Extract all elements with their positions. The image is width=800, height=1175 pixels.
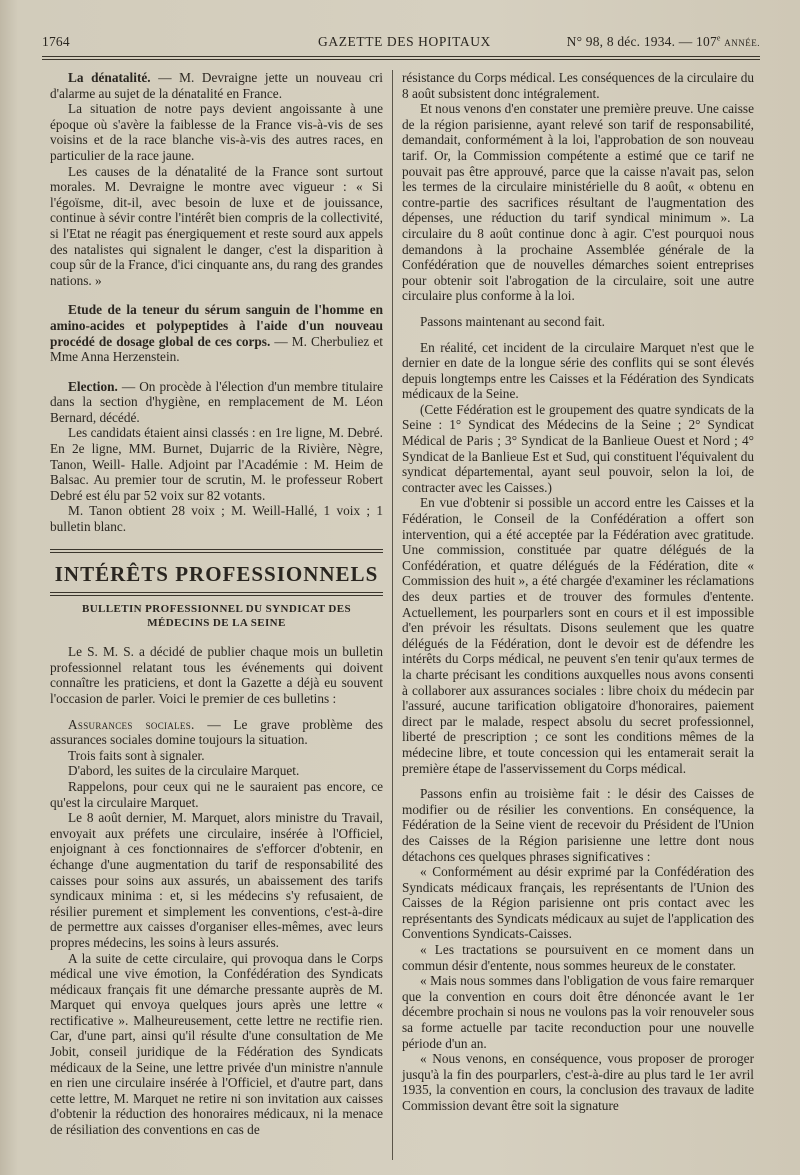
right-paragraph-1: résistance du Corps médical. Les conséquences de la circulaire du 8 août subsistent donc intégralement. <box>402 70 754 101</box>
huit-aout-paragraph: Le 8 août dernier, M. Marquet, alors ministre du Travail, envoyait aux préfets une circulaire, insérée à l'Officiel, enjoignant à ces fonctionnaires de s'efforcer d'obtenir, en échange d'une augmentation du tarif de responsabilité des caisses pour soins aux assurés, un abaissement des tarifs syndicaux minima : et, si les médecins s'y refusaient, de résilier purement et simplement les conventions, c'est-à-dire de permettre aux caisses d'organiser elles-mêmes, avec leurs propres médecins, les soins à leurs assurés. <box>50 810 383 950</box>
rappelons-paragraph: Rappelons, pour ceux qui ne le sauraient pas encore, ce qu'est la circulaire Marquet. <box>50 778 383 810</box>
assurances-intro: — Le grave problème des assurances sociales domine toujours la situation. <box>50 716 383 748</box>
section-rule-bottom <box>50 592 383 596</box>
election-paragraph-2: Les candidats étaient ainsi classés : en 1re ligne, M. Debré. En 2e ligne, MM. Burnet, Dujarric de la Rivière, Nègre, Tanon, Weill- Halle. Adjoint par l'Académie : M. Heim de Balsac. Au premier tour de scrutin, M. le professeur Robert Debré est élu par 52 voix sur 82 votants. <box>50 425 383 503</box>
header-rule-top <box>42 56 760 57</box>
section-title: INTÉRÊTS PROFESSIONNELS <box>54 561 379 586</box>
election-paragraph-1 <box>50 379 383 426</box>
second-fait-paragraph: Passons maintenant au second fait. <box>420 313 606 329</box>
etude-paragraph <box>50 302 383 364</box>
denatalite-paragraph-1 <box>50 70 383 101</box>
lettre-quote-2: « Les tractations se poursuivent en ce moment dans un commun désir d'entente, nous sommes heureux de le constater. <box>402 942 754 973</box>
election-intro: — On procède à l'élection d'un membre titulaire dans la section d'hygiène, en remplacement de M. Léon Bernard, décédé. <box>50 378 383 425</box>
lettre-quote-4: « Nous venons, en conséquence, vous proposer de proroger jusqu'à la fin des pourparlers, c'est-à-dire au plus tard le 1er avril 1935, la convention en cours, la conclusion des travaux de ladite Commission devant être soit la signature <box>402 1051 754 1113</box>
denatalite-paragraph-3: Les causes de la dénatalité de la France sont surtout morales. M. Devraigne le montre avec vigueur : « Si l'égoïsme, dit-il, avec besoin de luxe et de jouissance, continue à sévir contre l'intérêt bien compris de la collectivité, si l'Etat ne réagit pas énergiquement et reste sourd aux appels des natalistes qui signalent le danger, c'est la disparition à coup sûr de la France, d'ici cinquante ans, du rang des grandes nations. » <box>50 163 383 288</box>
troisieme-fait-paragraph: Passons enfin au troisième fait : le désir des Caisses de modifier ou de résilier les conventions. En conséquence, la Fédération de la Seine vient de recevoir du Président de l'Union des Caisses de la Région parisienne une lettre dont nous détachons ces quelques phrases significatives : <box>402 786 754 864</box>
left-column <box>50 70 383 1138</box>
issue-ordinal-suffix: e <box>716 33 721 43</box>
dabord-paragraph: D'abord, les suites de la circulaire Marquet. <box>68 763 300 779</box>
page-header <box>42 34 760 52</box>
issue-info <box>567 34 760 50</box>
header-rule-bottom <box>42 59 760 60</box>
lettre-quote-3: « Mais nous sommes dans l'obligation de vous faire remarquer que la convention en cours doit être dénoncée avant le 1er décembre prochain si nous ne voulons pas la voir renouveler sous sa forme actuelle par tacite reconduction pour une nouvelle période d'un an. <box>402 973 754 1051</box>
trois-faits-paragraph: Trois faits sont à signaler. <box>68 747 205 763</box>
right-paragraph-2: Et nous venons d'en constater une première preuve. Une caisse de la région parisienne, ayant relevé son tarif de responsabilité, demandait, conformément à la loi, l'approbation de son nouveau tarif. Or, la Commission compétente a estimé que ce tarif ne pouvait pas être approuvé, parce que la caisse n'avait pas, selon les termes de la circulaire ministérielle du 8 août, « obtenu en contre-partie des sacrifices résultant de l'augmentation des dépenses, une réduction du tarif syndical minimum ». La circulaire du 8 août continue donc à agir. C'est pourquoi nous demandons à la prochaine Assemblée générale de la Confédération que de nouvelles démarches soient entreprises pour obtenir soit l'abrogation de la circulaire, soit une autre circulaire plus conforme à la loi. <box>402 101 754 304</box>
denatalite-paragraph-2: La situation de notre pays devient angoissante à une époque où s'avère la faiblesse de la France vis-à-vis de ses voisins et de la race blanche vis-à-vis des autres races, en particulier de la race jaune. <box>50 101 383 163</box>
page-number: 1764 <box>42 34 70 49</box>
federation-paragraph: (Cette Fédération est le groupement des quatre syndicats de la Seine : 1° Syndicat des Médecins de la Seine ; 2° Syndicat Médical de Paris ; 3° Syndicat de la Banlieue Ouest et Nord ; 4° Syndicat de la Banlieue Est et Sud, qui constituent l'équivalent du syndicat départemental, ayant seul pouvoir, selon la loi, de contracter avec les Caisses.) <box>402 401 754 495</box>
election-heading: Election. <box>68 378 118 394</box>
assurances-paragraph <box>50 717 383 748</box>
right-column <box>402 70 754 1114</box>
etude-authors: — M. Cherbuliez et Mme Anna Herzenstein. <box>50 333 383 365</box>
etude-heading: Etude de la teneur du sérum sanguin de l'homme en amino-acides et polypeptides à l'aide d'un nouveau procédé de dosage global de ces corps. <box>50 302 383 349</box>
issue-number-date: N° 98, 8 déc. 1934. — 107 <box>566 34 717 49</box>
issue-annee: ANNÉE. <box>724 38 760 48</box>
commission-paragraph: En vue d'obtenir si possible un accord entre les Caisses et la Fédération, le Conseil de la Confédération a offert son intervention, qui a été acceptée par la Fédération avec gratitude. Une commission, constituée par quatre délégués de la Confédération, et quatre délégués de la Fédération, dite « Commission des huit », a été chargée d'examiner les réclamations des deux parties et de trouver des formules d'entente. Actuellement, les pourparlers sont en cours et il est impossible d'en prévoir les résultats. Disons seulement que les quatre délégués de la Fédération, dont le devoir est de défendre les intérêts du Corps médical, ne peuvent s'en tenir qu'aux termes de la charte précisant les conditions auxquelles nous avons consenti à collaborer aux assurances sociales : libre choix du médecin par l'assuré, aucune tarification obligatoire d'honoraires, paiement direct par le malade, respect absolu du secret professionnel, liberté de prescription ; ce sont les conditions mêmes de la médecine libre, et toute concession qui les entamerait serait la première étape de l'asservissement du Corps médical. <box>402 495 754 776</box>
bulletin-title: BULLETIN PROFESSIONNEL DU SYNDICAT DES MÉDECINS DE LA SEINE <box>81 603 352 630</box>
election-paragraph-3: M. Tanon obtient 28 voix ; M. Weill-Hallé, 1 voix ; 1 bulletin blanc. <box>50 503 383 535</box>
denatalite-intro: — M. Devraigne jette un nouveau cri d'alarme au sujet de la dénatalité en France. <box>50 70 384 101</box>
journal-title: GAZETTE DES HOPITAUX <box>318 34 491 49</box>
lettre-quote-1: « Conformément au désir exprimé par la Confédération des Syndicats médicaux français, les représentants de l'Union des Caisses de la Région parisienne ont pris contact avec les représentants des Syndicats médicaux au sujet de l'application des Conventions Syndicats-Caisses. <box>402 864 754 942</box>
suite-circulaire-paragraph: A la suite de cette circulaire, qui provoqua dans le Corps médical une vive émotion, la Confédération des Syndicats médicaux français fit une démarche pressante auprès de M. Marquet qui envoya quelques jours après une lettre « rectificative ». Malheureusement, cette lettre ne rectifie rien. Car, d'une part, ainsi qu'il résulte d'une consultation de Me Jobit, conseil juridique de la Fédération des Syndicats médicaux de la Seine, une lettre privée d'un ministre n'annule en rien une circulaire insérée à l'Officiel, et d'autre part, dans cette lettre, M. Marquet ne retire ni son invitation aux caisses d'obtenir la réduction des honoraires médicaux, ni la menace de résiliation des conventions en cas de <box>50 950 383 1138</box>
section-rule-top <box>50 549 383 553</box>
right-paragraph-4: En réalité, cet incident de la circulaire Marquet n'est que le dernier en date de la longue série des conflits qui se sont élevés depuis longtemps entre les Caisses et la Fédération des Syndicats médicaux de la Seine. <box>402 339 754 402</box>
assurances-heading: Assurances sociales. <box>68 716 195 732</box>
denatalite-heading: La dénatalité. <box>68 70 151 85</box>
column-divider <box>392 70 393 1160</box>
bulletin-intro-paragraph: Le S. M. S. a décidé de publier chaque mois un bulletin professionnel relatant tous les événements qui doivent connaître les praticiens, et dont la Gazette a déjà eu souvent l'occasion de parler. Voici le premier de ces bulletins : <box>50 644 383 706</box>
